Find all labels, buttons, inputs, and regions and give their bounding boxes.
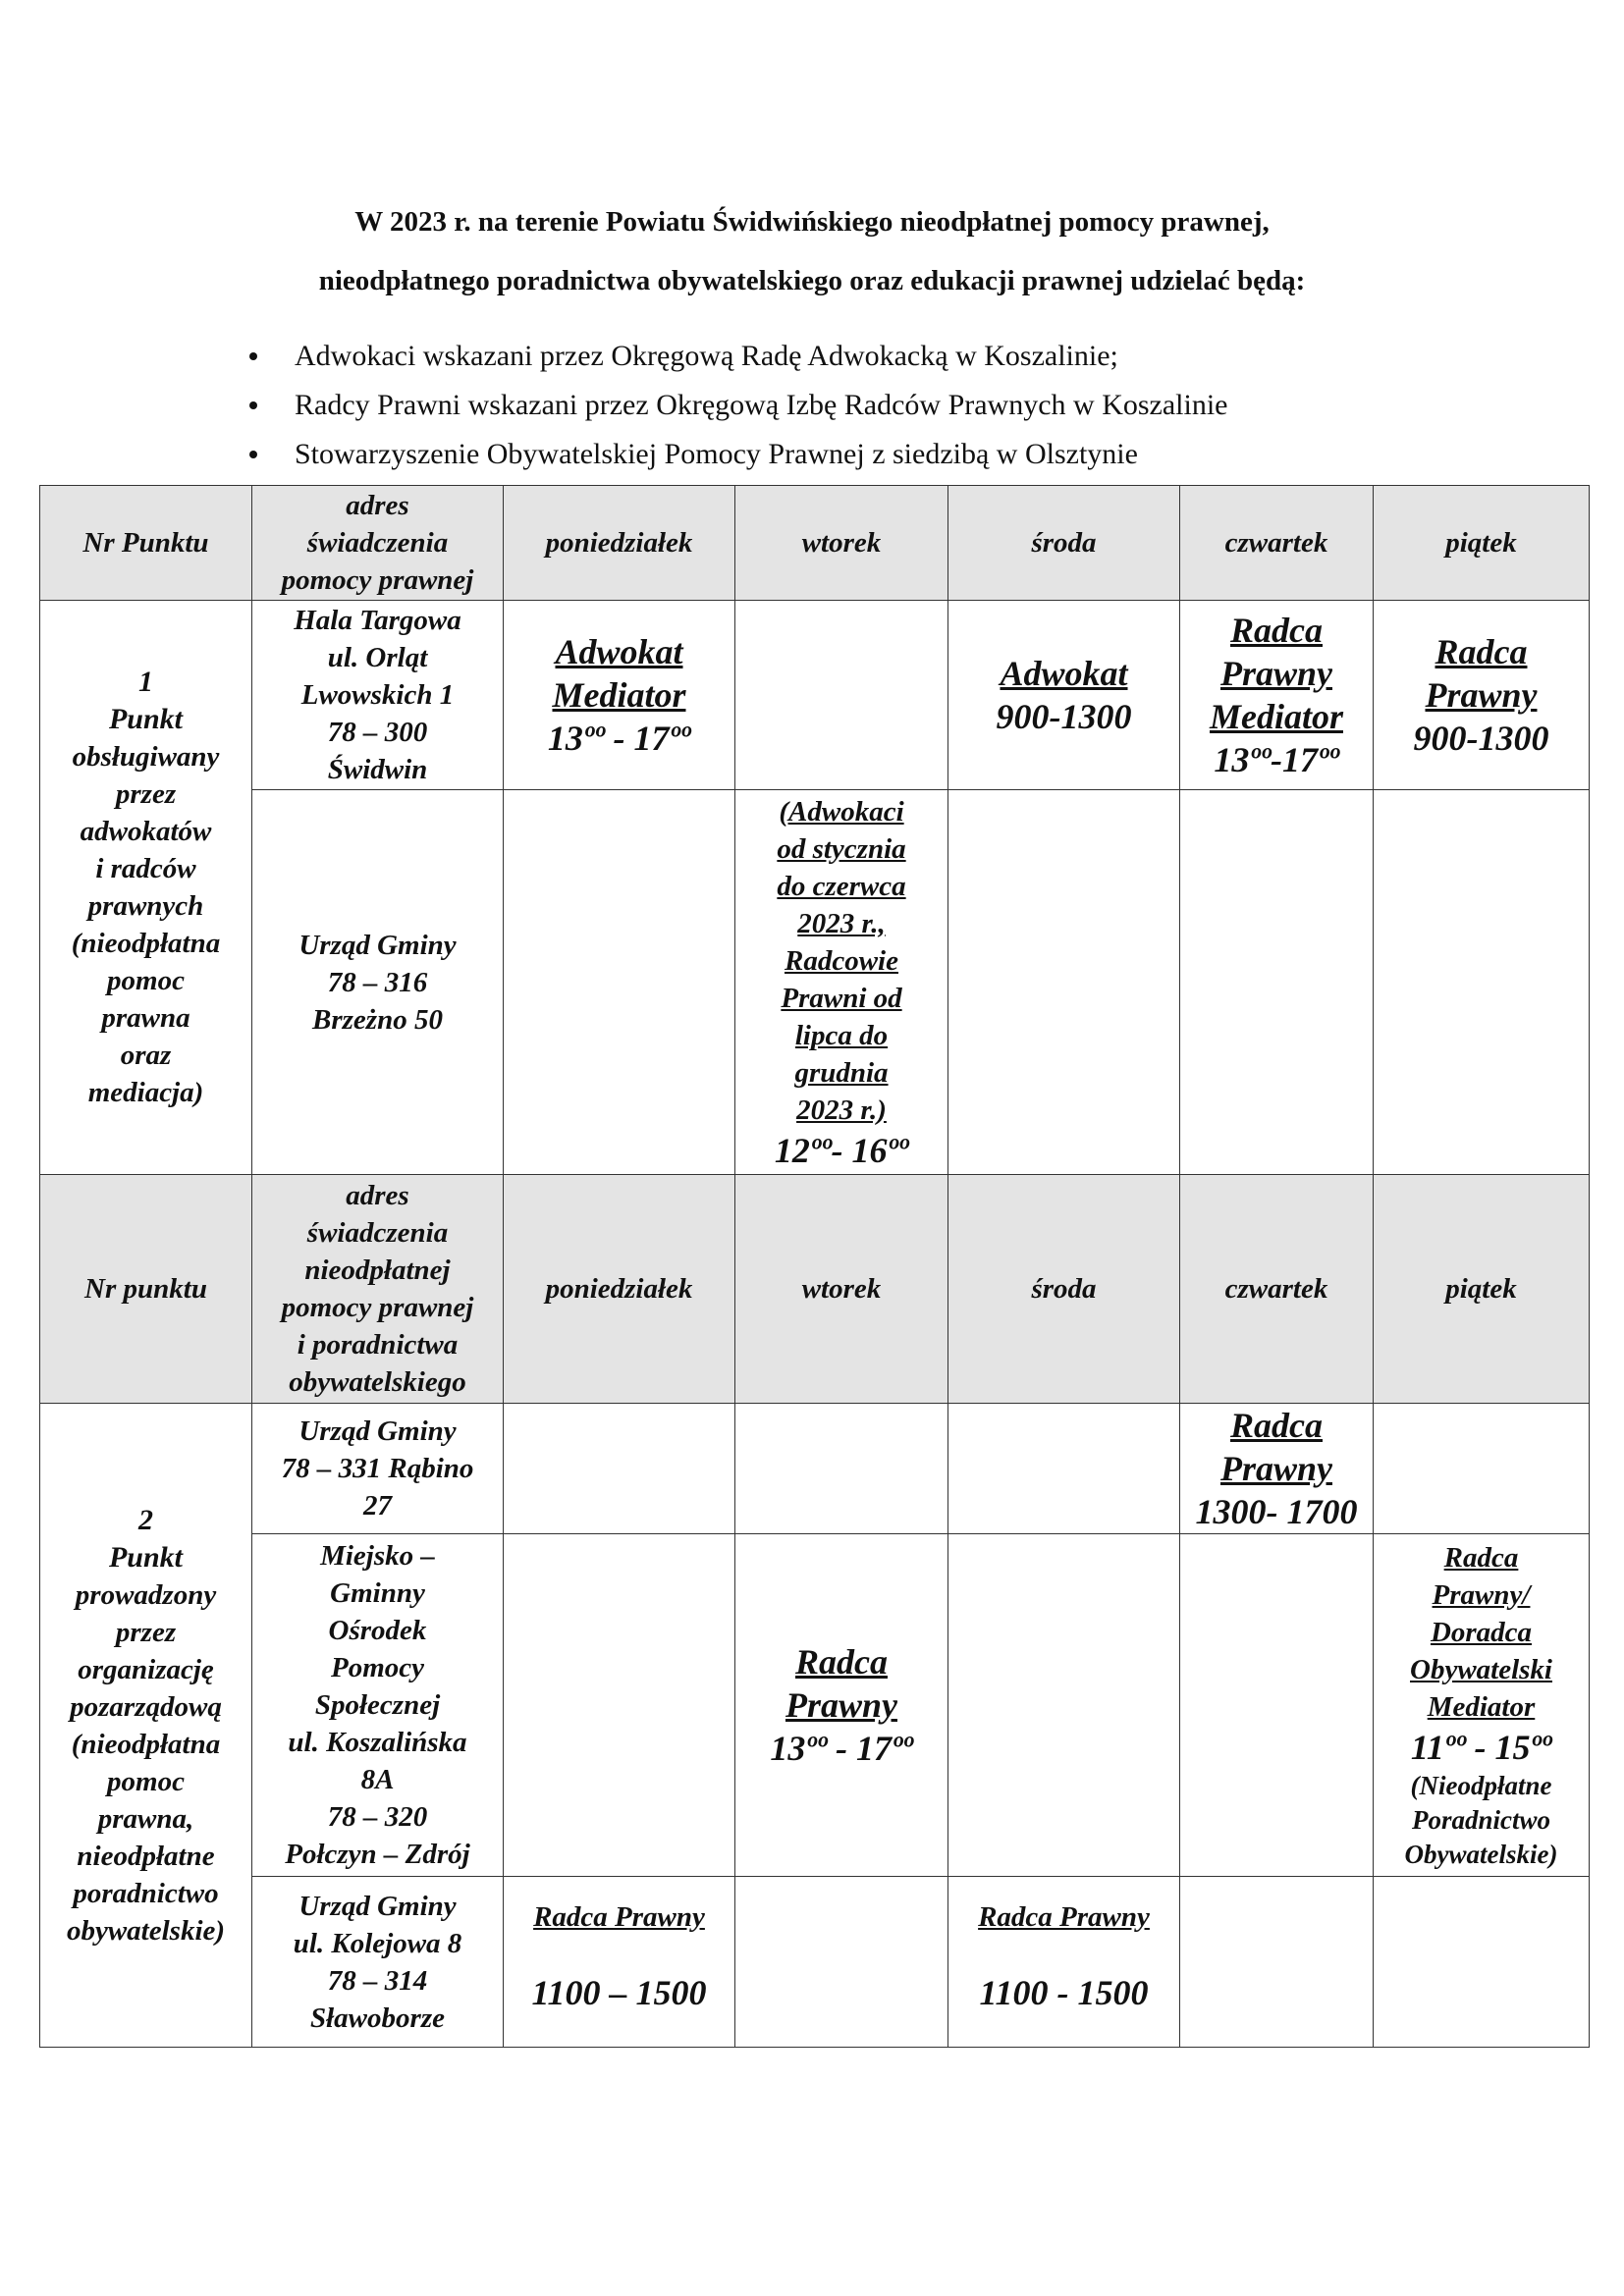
- polczyn-tuesday: [735, 1534, 948, 1877]
- heading-line-2: nieodpłatnego poradnictwa obywatelskiego oraz edukacji prawnej udzielać będą:: [318, 265, 1306, 296]
- address-polczyn: [252, 1534, 504, 1877]
- header-day-friday: piątek: [1374, 486, 1590, 601]
- swidwin-tuesday: [735, 601, 948, 790]
- point-1-desc-line: (nieodpłatna: [71, 928, 221, 959]
- header-day-tuesday-2: wtorek: [735, 1175, 948, 1404]
- slawoborze-wednesday: [948, 1877, 1180, 2048]
- address-line: ul. Koszalińska: [288, 1727, 467, 1758]
- rabino-tuesday: [735, 1404, 948, 1534]
- header-day-thursday-2: czwartek: [1180, 1175, 1374, 1404]
- role-text: 2023 r.,: [797, 907, 886, 939]
- role-text: Radca Prawny: [978, 1901, 1150, 1933]
- role-text: Prawny/: [1432, 1578, 1531, 1611]
- hours-text: 1300- 1700: [1195, 1492, 1358, 1531]
- role-text: od stycznia: [777, 832, 906, 865]
- header-address-line: adres: [346, 490, 409, 521]
- point-2-desc-line: prowadzony: [75, 1578, 217, 1611]
- table2-row-rabino: [40, 1404, 1590, 1534]
- rabino-wednesday: [948, 1404, 1180, 1534]
- address-swidwin: [252, 601, 504, 790]
- point-2-desc-line: poradnictwo: [73, 1877, 219, 1909]
- provider-item: Stowarzyszenie Obywatelskiej Pomocy Prawnej z siedzibą w Olsztynie: [245, 430, 1228, 479]
- note-text: (Nieodpłatne: [1410, 1770, 1552, 1800]
- polczyn-wednesday: [948, 1534, 1180, 1877]
- point-2-desc-line: prawna,: [97, 1802, 194, 1835]
- role-text: Mediator: [1209, 697, 1343, 736]
- provider-item: Adwokaci wskazani przez Okręgową Radę Adwokacką w Koszalinie;: [245, 332, 1228, 381]
- address-line: Urząd Gminy: [298, 929, 457, 961]
- role-text: do czerwca: [777, 870, 906, 902]
- point-2-desc-line: nieodpłatne: [77, 1840, 215, 1872]
- table2-header-row: [40, 1175, 1590, 1404]
- address-line: Ośrodek: [328, 1615, 427, 1646]
- address-line: 78 – 316: [327, 966, 428, 998]
- header-address-line: pomocy prawnej: [281, 564, 474, 596]
- brzezno-tuesday: [735, 790, 948, 1175]
- role-text: Radcowie: [785, 944, 898, 977]
- header-address-line: świadczenia: [306, 527, 449, 559]
- point-2-desc-line: (nieodpłatna: [71, 1728, 221, 1760]
- header-address-line: nieodpłatnej: [304, 1255, 451, 1286]
- point-1-desc-line: i radców: [95, 853, 196, 884]
- point-2-cell: [40, 1404, 252, 2048]
- polczyn-monday: [504, 1534, 735, 1877]
- point-1-desc-line: oraz: [120, 1040, 172, 1071]
- point-1-title: Punkt: [108, 703, 184, 735]
- address-line: 27: [363, 1490, 392, 1522]
- address-line: Urząd Gminy: [298, 1890, 457, 1922]
- address-line: Pomocy: [330, 1652, 424, 1683]
- address-line: Hala Targowa: [294, 605, 461, 636]
- address-line: ul. Orląt: [327, 642, 428, 673]
- point-2-desc-line: pomoc: [107, 1765, 185, 1797]
- address-line: Urząd Gminy: [298, 1415, 457, 1447]
- slawoborze-thursday: [1180, 1877, 1374, 2048]
- role-text: grudnia: [794, 1056, 889, 1089]
- role-text: Obywatelski: [1410, 1653, 1552, 1685]
- hours-text: 1100 – 1500: [531, 1973, 707, 2012]
- polczyn-friday: [1374, 1534, 1590, 1877]
- table1-header-row: [40, 486, 1590, 601]
- header-address-line: i poradnictwa: [297, 1329, 459, 1361]
- hours-text: 13ºº - 17ºº: [547, 719, 691, 758]
- header-day-monday: poniedziałek: [504, 486, 735, 601]
- address-line: Połczyn – Zdrój: [285, 1839, 470, 1870]
- role-text: Mediator: [1427, 1690, 1536, 1723]
- header-nr-punktu: Nr Punktu: [40, 486, 252, 601]
- role-text: Prawny: [1219, 654, 1332, 693]
- polczyn-thursday: [1180, 1534, 1374, 1877]
- role-text: Adwokat: [1000, 654, 1128, 693]
- role-text: Doradca: [1430, 1616, 1533, 1648]
- point-1-cell: [40, 601, 252, 1175]
- swidwin-friday: [1374, 601, 1590, 790]
- swidwin-monday: [504, 601, 735, 790]
- slawoborze-tuesday: [735, 1877, 948, 2048]
- role-text: Radca: [795, 1642, 888, 1682]
- header-day-tuesday: wtorek: [735, 486, 948, 601]
- header-day-friday-2: piątek: [1374, 1175, 1590, 1404]
- address-line: Lwowskich 1: [300, 679, 455, 711]
- hours-text: 11ºº - 15ºº: [1410, 1727, 1552, 1767]
- role-text: Radca: [1443, 1541, 1519, 1574]
- header-address-line: obywatelskiego: [289, 1366, 466, 1398]
- provider-item: Radcy Prawni wskazani przez Okręgową Izbę Radców Prawnych w Koszalinie: [245, 381, 1228, 430]
- point-2-desc-line: organizację: [78, 1653, 214, 1685]
- address-line: Społecznej: [314, 1689, 441, 1721]
- hours-text: 13ºº-17ºº: [1214, 740, 1339, 779]
- header-day-monday-2: poniedziałek: [504, 1175, 735, 1404]
- address-line: ul. Kolejowa 8: [293, 1927, 462, 1959]
- heading-line-1: W 2023 r. na terenie Powiatu Świdwińskiego nieodpłatnej pomocy prawnej,: [354, 206, 1270, 238]
- address-line: Sławoborze: [310, 2002, 445, 2034]
- address-line: Miejsko –: [320, 1540, 435, 1572]
- role-text: Adwokat: [555, 632, 683, 671]
- role-text: (Adwokaci: [779, 795, 904, 828]
- rabino-friday: [1374, 1404, 1590, 1534]
- role-text: Radca: [1230, 1406, 1323, 1445]
- hours-text: 900-1300: [1413, 719, 1549, 758]
- address-line: 78 – 314: [327, 1964, 428, 1997]
- brzezno-monday: [504, 790, 735, 1175]
- rabino-thursday: [1180, 1404, 1374, 1534]
- header-address-line: świadczenia: [306, 1217, 449, 1249]
- role-text: Radca: [1230, 611, 1323, 650]
- header-day-thursday: czwartek: [1180, 486, 1374, 601]
- address-line: 78 – 300: [327, 717, 428, 748]
- role-text: Prawni od: [781, 982, 902, 1014]
- point-1-desc-line: przez: [115, 778, 177, 810]
- header-day-wednesday-2: środa: [948, 1175, 1180, 1404]
- point-2-desc-line: przez: [115, 1616, 177, 1648]
- brzezno-wednesday: [948, 790, 1180, 1175]
- point-1-number: 1: [138, 666, 153, 698]
- address-line: 78 – 331 Rąbino: [281, 1453, 474, 1484]
- header-address-line: adres: [346, 1180, 409, 1211]
- point-2-desc-line: obywatelskie): [66, 1914, 226, 1947]
- point-1-desc-line: mediacja): [87, 1077, 204, 1108]
- address-brzezno: [252, 790, 504, 1175]
- role-text: Prawny: [1425, 675, 1538, 715]
- address-line: Świdwin: [327, 754, 428, 785]
- address-slawoborze: [252, 1877, 504, 2048]
- provider-list: [245, 332, 1228, 479]
- table1-row-swidwin: [40, 601, 1590, 790]
- brzezno-friday: [1374, 790, 1590, 1175]
- slawoborze-monday: [504, 1877, 735, 2048]
- table1-row-brzezno: [40, 790, 1590, 1175]
- point-2-desc-line: pozarządową: [70, 1690, 222, 1723]
- note-text: Poradnictwo: [1411, 1804, 1550, 1835]
- address-line: 8A: [360, 1764, 395, 1795]
- point-2-number: 2: [138, 1503, 153, 1536]
- rabino-monday: [504, 1404, 735, 1534]
- point-1-desc-line: prawna: [101, 1002, 190, 1034]
- hours-text: 1100 - 1500: [979, 1973, 1149, 2012]
- role-text: Radca Prawny: [533, 1901, 705, 1933]
- role-text: lipca do: [794, 1019, 889, 1051]
- address-rabino: [252, 1404, 504, 1534]
- address-line: 78 – 320: [327, 1801, 428, 1833]
- swidwin-wednesday: [948, 601, 1180, 790]
- address-line: Brzeżno 50: [312, 1003, 443, 1036]
- point-2-title: Punkt: [108, 1540, 184, 1574]
- point-1-desc-line: adwokatów: [80, 816, 212, 847]
- header-address-line: pomocy prawnej: [281, 1292, 474, 1323]
- role-text: 2023 r.): [796, 1094, 887, 1126]
- note-text: Obywatelskie): [1404, 1839, 1558, 1869]
- role-text: Prawny: [785, 1685, 897, 1725]
- role-text: Radca: [1435, 632, 1528, 671]
- header-address: [252, 486, 504, 601]
- role-text: Mediator: [552, 675, 686, 715]
- hours-text: 900-1300: [996, 697, 1132, 736]
- point-1-desc-line: pomoc: [107, 965, 185, 996]
- hours-text: 13ºº - 17ºº: [770, 1729, 913, 1768]
- header-address-2: [252, 1175, 504, 1404]
- swidwin-thursday: [1180, 601, 1374, 790]
- table2-row-slawoborze: [40, 1877, 1590, 2048]
- hours-text: 12ºº- 16ºº: [774, 1130, 909, 1170]
- slawoborze-friday: [1374, 1877, 1590, 2048]
- role-text: Prawny: [1219, 1449, 1332, 1488]
- point-1-desc-line: prawnych: [87, 890, 204, 922]
- point-1-desc-line: obsługiwany: [72, 741, 220, 773]
- table2-row-polczyn: [40, 1534, 1590, 1877]
- header-day-wednesday: środa: [948, 486, 1180, 601]
- address-line: Gminny: [330, 1577, 425, 1609]
- schedule-table: [39, 485, 1590, 2048]
- brzezno-thursday: [1180, 790, 1374, 1175]
- header-nr-punktu-2: Nr punktu: [40, 1175, 252, 1404]
- document-heading: [0, 192, 1624, 310]
